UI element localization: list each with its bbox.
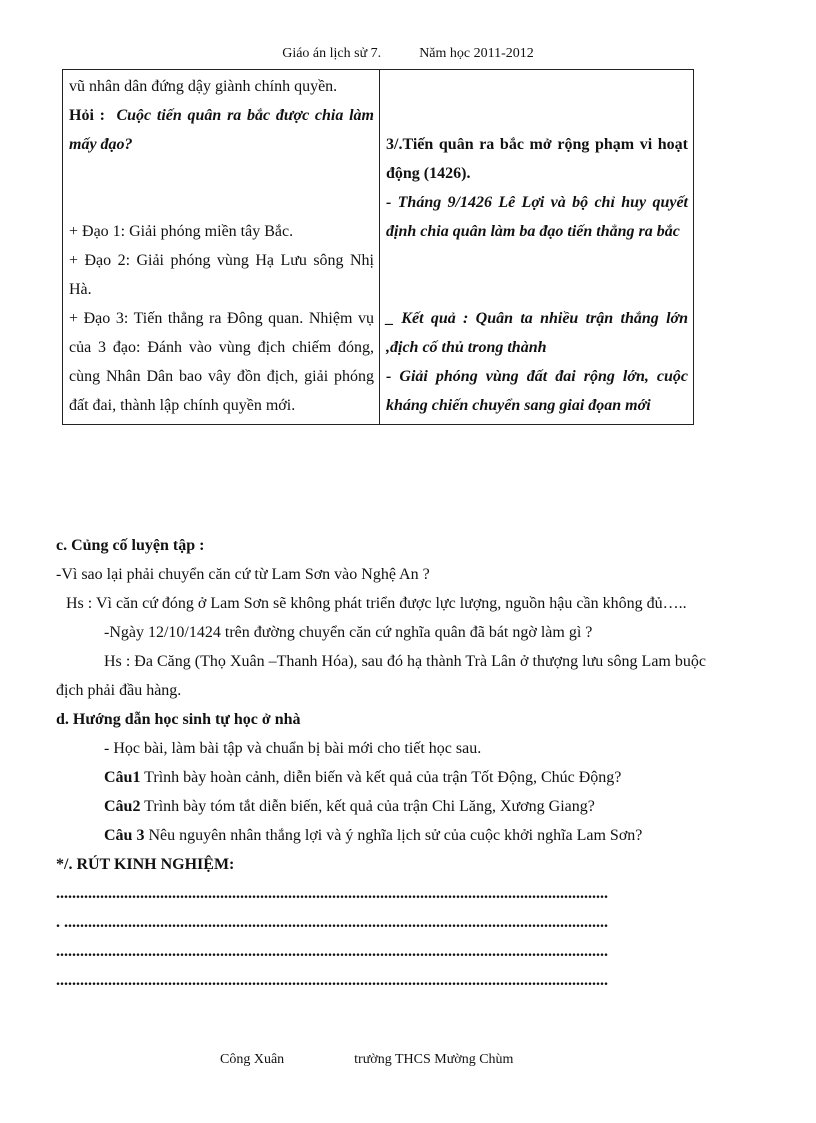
route-1: + Đạo 1: Giải phóng miền tây Bắc. [69,223,294,240]
page-header [0,46,816,62]
homework-question-1 [56,763,706,792]
dotted-line-3: .......................................................................................................................................... [56,943,608,960]
question-2-label: Câu2 [104,798,141,815]
dotted-line-2: . ........................................................................................................................................ [56,914,608,931]
dotted-line-4: .......................................................................................................................................... [56,972,608,989]
question [69,101,374,159]
section-d-intro: - Học bài, làm bài tập và chuẩn bị bài mới cho tiết học sau. [104,740,482,757]
section-c-question-1: -Vì sao lại phải chuyển căn cứ từ Lam Sơn vào Nghệ An ? [56,566,430,583]
route-3: + Đạo 3: Tiến thẳng ra Đông quan. Nhiệm vụ của 3 đạo: Đánh vào vùng địch chiếm đóng, cùng Nhân Dân bao vây đồn địch, giải phóng đất đai, thành lập chính quyền mới. [69,310,374,414]
footer-author: Công Xuân [220,1052,285,1067]
question-label: Hỏi : [69,107,105,124]
question-1-label: Câu1 [104,769,141,786]
section-d-title: d. Hướng dẫn học sinh tự học ở nhà [56,711,301,728]
table-row [63,70,694,425]
dotted-line-1: .......................................................................................................................................... [56,885,608,902]
header-title: Giáo án lịch sử 7. [282,46,382,61]
question-3-text: Nêu nguyên nhân thắng lợi và ý nghĩa lịch sử của cuộc khởi nghĩa Lam Sơn? [144,827,643,844]
lesson-body [56,531,706,995]
section-c-answer-1: Hs : Vì căn cứ đóng ở Lam Sơn sẽ không phát triển được lực lượng, nguồn hậu cần không đủ….. [66,595,687,612]
right-para-2: _ Kết quả : Quân ta nhiều trận thắng lớn ,địch cố thủ trong thành [386,310,688,356]
experience-title: */. RÚT KINH NGHIỆM: [56,856,235,873]
homework-question-2 [56,792,706,821]
homework-question-3 [56,821,706,850]
question-3-label: Câu 3 [104,827,145,844]
left-column [63,70,380,425]
section-c-title: c. Củng cố luyện tập : [56,537,205,554]
right-column [380,70,694,425]
section-c-question-2: -Ngày 12/10/1424 trên đường chuyển căn cứ nghĩa quân đã bát ngờ làm gì ? [104,624,593,641]
footer-school: trường THCS Mường Chùm [354,1052,514,1067]
section-heading: 3/.Tiến quân ra bắc mở rộng phạm vi hoạt động (1426). [386,136,688,182]
question-text: Cuộc tiến quân ra bắc được chia làm mấy đạo? [69,107,375,153]
left-line-1: vũ nhân dân đứng dậy giành chính quyền. [69,78,338,95]
section-c-answer-2: Hs : Đa Căng (Thọ Xuân –Thanh Hóa), sau đó hạ thành Trà Lân ở thượng lưu sông Lam buộc địch phải đầu hàng. [56,653,706,699]
lesson-table [62,69,694,425]
question-1-text: Trình bày hoàn cảnh, diễn biến và kết quả của trận Tốt Động, Chúc Động? [140,769,622,786]
right-para-1: - Tháng 9/1426 Lê Lợi và bộ chỉ huy quyết định chia quân làm ba đạo tiến thẳng ra bắc [386,194,688,240]
route-2: + Đạo 2: Giải phóng vùng Hạ Lưu sông Nhị Hà. [69,252,374,298]
question-2-text: Trình bày tóm tắt diễn biến, kết quả của trận Chi Lăng, Xương Giang? [140,798,595,815]
right-para-3: - Giải phóng vùng đất đai rộng lớn, cuộc kháng chiến chuyển sang giai đọan mới [386,368,688,414]
header-year: Năm học 2011-2012 [419,46,534,61]
page-footer [220,1052,513,1068]
